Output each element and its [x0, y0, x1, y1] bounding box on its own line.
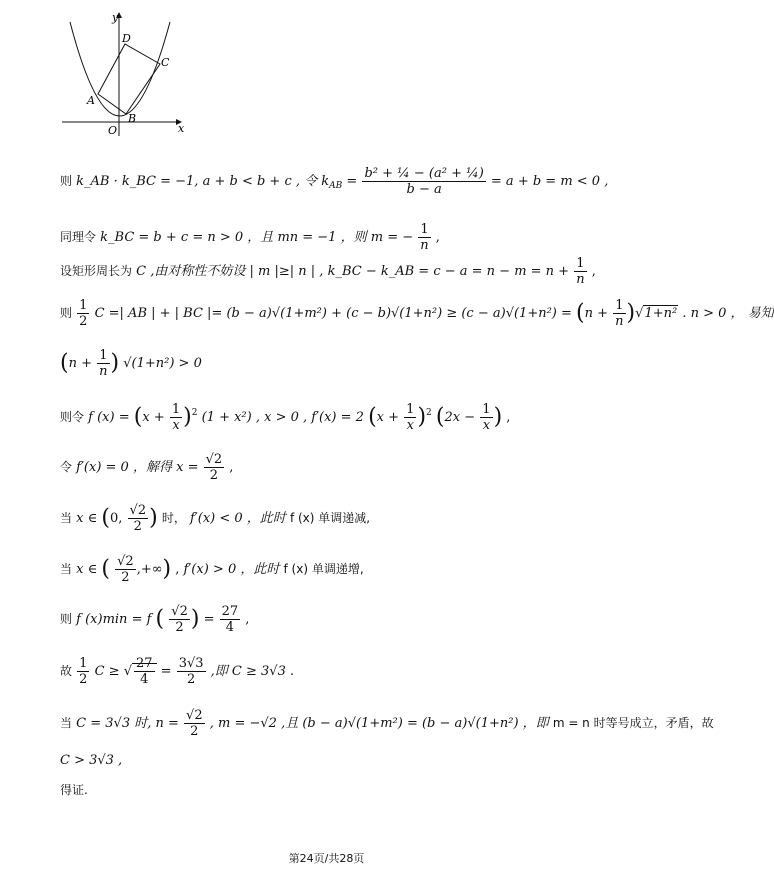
l10-main: f (x)min = f: [76, 612, 152, 627]
label-y: y: [112, 11, 119, 24]
l6-fraction-c: $\frac{1}{x}$: [482, 402, 491, 433]
l3-diff: k_BC − k_AB = c − a = n − m = n +: [327, 264, 570, 279]
label-x: x: [178, 122, 185, 135]
l8-time: 时，: [161, 511, 186, 525]
l6-prefix: 则令: [60, 410, 85, 424]
l8-paren-close: ): [149, 505, 158, 531]
l4-half: $\frac{1}{2}$: [79, 298, 88, 329]
l4-cond: . n > 0 ， 易知: [682, 306, 774, 321]
l8-f: f′(x) < 0 ，此时: [189, 511, 286, 526]
line-1: [60, 166, 608, 197]
l1-fraction-num: b² + ¼ − (a² + ¼): [364, 166, 484, 181]
l4-paren-open: (: [576, 300, 585, 326]
label-b: B: [128, 112, 137, 125]
l11-half: $\frac{1}{2}$: [79, 656, 88, 687]
l4-fraction: $\frac{1}{n}$: [615, 298, 624, 329]
line-6: 则令 f (x) = (x + $\frac{1}{x}$ )$^2$ (1 + x²) , x > 0 , f′(x) = 2 (x + $\frac{1}{x}$ )$^2$ (2x − $\frac{1}{x}$ ) ,: [60, 402, 511, 433]
l4-paren-close: ): [626, 300, 636, 326]
l7-fraction: $\frac{√2}{2}$: [205, 452, 223, 483]
l2-prefix: 同理令: [60, 230, 97, 244]
l6-mid: (1 + x²) , x > 0 , f′(x) = 2: [201, 410, 364, 425]
l10-prefix: 则: [60, 612, 73, 626]
l1-fraction: [362, 166, 485, 197]
l6-fraction-a: $\frac{1}{x}$: [171, 402, 181, 433]
line-12: [60, 708, 714, 739]
l6-paren-c-open: (: [435, 404, 445, 430]
l8-paren-open: (: [101, 505, 110, 531]
l4-prefix: 则: [60, 306, 73, 320]
line-3: 设矩形周长为 C ,由对称性不妨设 | m |≥| n | , k_BC − k_AB = c − a = n − m = n + $\frac{1}{n}$ ,: [60, 256, 596, 287]
l1-prefix: 则: [60, 174, 73, 188]
l10-paren-open: (: [155, 606, 165, 632]
l11-prefix: 故: [60, 664, 73, 678]
parabola-figure: [58, 10, 198, 140]
l8-x: x ∈: [76, 511, 98, 526]
label-a: A: [87, 94, 95, 107]
label-c: C: [161, 56, 170, 69]
l10-fraction-a: $\frac{√2}{2}$: [171, 604, 188, 635]
l1-fraction-den: b − a: [406, 182, 442, 197]
l7-x: x =: [176, 460, 199, 475]
parabola-curve: [70, 22, 170, 116]
l5-fraction: $\frac{1}{n}$: [99, 348, 108, 379]
line-10: 则 f (x)min = f ( $\frac{√2}{2}$ ) = $\frac{27}{4}$ ,: [60, 604, 250, 635]
label-o: O: [108, 124, 118, 137]
l12-m: , m = −√2 ,且 (b − a)√(1+m²) = (b − a)√(1+n²) ，即: [209, 716, 549, 731]
l5-main: √(1+n²) > 0: [123, 356, 202, 371]
l9-f: f′(x) > 0 ，此时: [183, 562, 280, 577]
l12-prefix: 当: [60, 716, 73, 730]
l9-x: x ∈: [76, 562, 98, 577]
l9-fraction: $\frac{√2}{2}$: [117, 554, 134, 585]
l3-fraction: $\frac{1}{n}$: [576, 256, 585, 287]
l6-paren-c-close: ): [493, 404, 503, 430]
l6-paren-a-open: (: [133, 404, 143, 430]
l12-fraction: $\frac{√2}{2}$: [186, 708, 203, 739]
l4-main: C =| AB | + | BC |= (b − a)√(1+m²) + (c − b)√(1+n²) ≥ (c − a)√(1+n²) =: [94, 306, 572, 321]
l2-fraction: $\frac{1}{n}$: [420, 222, 429, 253]
line-2: 同理令 k_BC = b + c = n > 0 ，且 mn = −1 ，则 m = − $\frac{1}{n}$ ,: [60, 222, 440, 253]
l5-paren-close: ): [110, 350, 120, 376]
label-d: D: [122, 32, 131, 45]
l9-paren-close: ): [162, 556, 172, 582]
l3-prefix: 设矩形周长为: [60, 264, 133, 278]
line-9: 当 x ∈ ( $\frac{√2}{2}$ ,+∞) , f′(x) > 0 ，此时 f (x) 单调递增,: [60, 554, 364, 585]
l2-mn: mn = −1 ，则: [277, 230, 367, 245]
l2-main: k_BC = b + c = n > 0 ，且: [100, 230, 274, 245]
l11-fraction-b: $\frac{3√3}{2}$: [178, 656, 204, 687]
l3-mid: C ,由对称性不妨设: [136, 264, 246, 279]
l9-mono: f (x) 单调递增,: [283, 562, 364, 576]
l8-fraction: $\frac{√2}{2}$: [129, 503, 147, 534]
l5-paren-open: (: [60, 350, 69, 376]
page-footer: 第24页/共28页: [288, 852, 365, 865]
l6-main: f (x) =: [88, 410, 130, 425]
line-14: 得证.: [60, 783, 88, 797]
line-8: 当 x ∈ (0, $\frac{√2}{2}$ ) 时， f′(x) < 0 ，此时 f (x) 单调递减,: [60, 503, 371, 534]
l1-main: k_AB · k_BC = −1, a + b < b + c , 令: [76, 174, 318, 189]
l2-m: m = −: [370, 230, 414, 245]
l10-paren-close: ): [190, 606, 200, 632]
l11-main: C ≥: [94, 664, 120, 679]
l7-main: f′(x) = 0 ，解得: [76, 460, 172, 475]
l9-paren-open: (: [101, 556, 110, 582]
l12-main: C = 3√3 时, n =: [76, 716, 179, 731]
line-4: 则 $\frac{1}{2}$ C =| AB | + | BC |= (b − a)√(1+m²) + (c − b)√(1+n²) ≥ (c − a)√(1+n²) = (n + $\frac{1}{n}$ )√1+n² . n > 0 ， 易知: [60, 298, 774, 329]
l11-fraction-sqrt: $\frac{27}{4}$: [135, 656, 153, 687]
line-13: C > 3√3 ,: [60, 753, 123, 768]
l8-prefix: 当: [60, 511, 73, 525]
l11-end: ,即 C ≥ 3√3 .: [210, 664, 295, 679]
l6-paren-b-close: ): [417, 404, 427, 430]
l6-fraction-b: $\frac{1}{x}$: [406, 402, 415, 433]
l12-end: m = n 时等号成立，矛盾，故: [552, 716, 714, 730]
l8-mono: f (x) 单调递减,: [289, 511, 371, 525]
l1-end: = a + b = m < 0 ,: [490, 174, 609, 189]
l7-prefix: 令: [60, 460, 73, 474]
line-7: 令 f′(x) = 0 ，解得 x = $\frac{√2}{2}$ ,: [60, 452, 234, 483]
l1-kab: $k_{AB}$ =: [321, 174, 358, 191]
line-11: 故 $\frac{1}{2}$ C ≥ √ $\frac{27}{4}$ = $\frac{3√3}{2}$ ,即 C ≥ 3√3 .: [60, 656, 295, 687]
l9-prefix: 当: [60, 562, 73, 576]
l6-paren-a-close: ): [183, 404, 192, 430]
l10-fraction-b: $\frac{27}{4}$: [221, 604, 239, 635]
l3-cond: | m |≥| n | ,: [249, 264, 324, 279]
line-5: (n + $\frac{1}{n}$ ) √(1+n²) > 0: [60, 348, 202, 379]
l6-paren-b-open: (: [368, 404, 377, 430]
